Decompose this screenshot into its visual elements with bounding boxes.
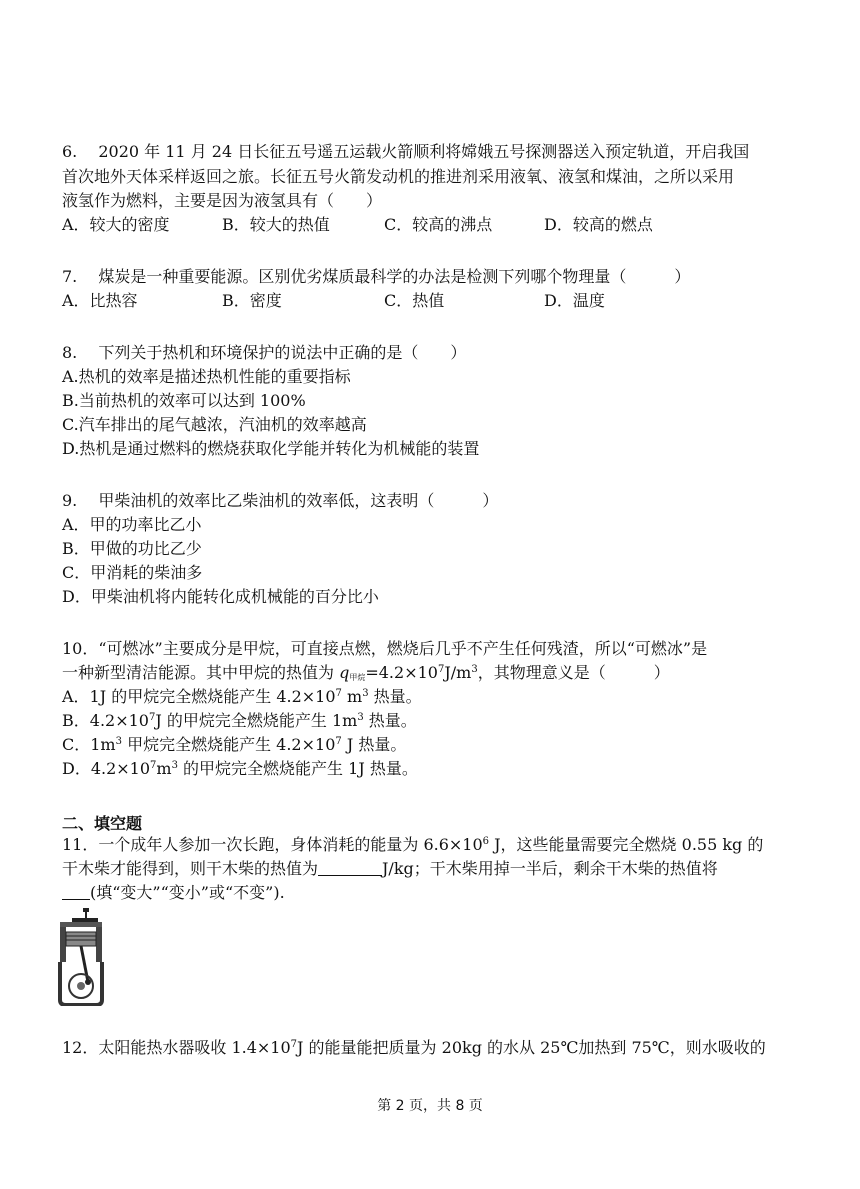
q8-line1: 8. 下列关于热机和环境保护的说法中正确的是（ ） bbox=[62, 343, 467, 362]
q9-option-d: D．甲柴油机将内能转化成机械能的百分比小 bbox=[62, 587, 379, 606]
q12-line1: 12．太阳能热水器吸收 $1.4\times 10^7J$ 的能量能把质量为 20kg 的水从 25℃加热到 75℃，则水吸收的 bbox=[62, 1038, 766, 1057]
q6-line1: 6. 2020 年 11 月 24 日长征五号遥五运载火箭顺利将嫦娥五号探测器送入预定轨道，开启我国 bbox=[62, 142, 750, 161]
q9-line1: 9. 甲柴油机的效率比乙柴油机的效率低，这表明（ ） bbox=[62, 491, 499, 510]
q6-option-a: A．较大的密度 bbox=[62, 215, 170, 234]
q11-line3: (填“变大”“变小”或“不变”). bbox=[62, 882, 285, 904]
q8-option-b: B.当前热机的效率可以达到 100% bbox=[62, 391, 306, 410]
q8-option-a: A.热机的效率是描述热机性能的重要指标 bbox=[62, 367, 351, 386]
q10-line1: 10．“可燃冰”主要成分是甲烷，可直接点燃，燃烧后几乎不产生任何残渣，所以“可燃冰”是 bbox=[62, 639, 708, 658]
q10-option-b: B．$4.2\times 10^7J$ 的甲烷完全燃烧能产生 $1m^3$ 热量。 bbox=[62, 711, 417, 730]
q6-line2: 首次地外天体采样返回之旅。长征五号火箭发动机的推进剂采用液氧、液氢和煤油，之所以采用 bbox=[62, 167, 735, 186]
q7-option-b: B．密度 bbox=[222, 291, 282, 310]
q10-option-c: C．$1m^3$ 甲烷完全燃烧能产生 $4.2\times 10^7$ J 热量。 bbox=[62, 735, 407, 754]
q6-option-c: C．较高的沸点 bbox=[384, 215, 493, 234]
q10-line2: 一种新型清洁能源。其中甲烷的热值为 $q_{甲烷}=4.2\times 10^7J/m^3$，其物理意义是（ ） bbox=[62, 663, 670, 682]
q-symbol: q bbox=[339, 663, 350, 682]
q6-options bbox=[62, 214, 653, 236]
answer-blank[interactable] bbox=[318, 861, 382, 876]
q6-line3: 液氢作为燃料，主要是因为液氢具有（ ） bbox=[62, 191, 383, 210]
q11-line1: 11．一个成年人参加一次长跑，身体消耗的能量为 $6.6\times 10^6$ J，这些能量需要完全燃烧 0.55 kg 的 bbox=[62, 835, 764, 854]
q10-option-d: D．$4.2\times 10^7m^3$ 的甲烷完全燃烧能产生 1J 热量。 bbox=[62, 759, 418, 778]
q7-option-a: A．比热容 bbox=[62, 291, 138, 310]
q10-option-a: A．1J 的甲烷完全燃烧能产生 $4.2\times 10^7$ $m^3$ 热量。 bbox=[62, 687, 422, 706]
engine-cylinder-figure bbox=[58, 908, 104, 1006]
page-footer: 第 2 页，共 8 页 bbox=[377, 1098, 483, 1114]
q9-option-a: A．甲的功率比乙小 bbox=[62, 515, 202, 534]
q6-option-d: D．较高的燃点 bbox=[544, 215, 653, 234]
q7-option-d: D．温度 bbox=[544, 291, 605, 310]
answer-blank[interactable] bbox=[62, 885, 90, 900]
q9-option-c: C．甲消耗的柴油多 bbox=[62, 563, 203, 582]
section-heading: 二、填空题 bbox=[62, 814, 143, 833]
q11-line2: 干木柴才能得到，则干木柴的热值为 J/kg；干木柴用掉一半后，剩余干木柴的热值将 bbox=[62, 859, 718, 878]
q6-option-b: B．较大的热值 bbox=[222, 215, 330, 234]
q8-option-c: C.汽车排出的尾气越浓，汽油机的效率越高 bbox=[62, 415, 367, 434]
q7-line1: 7. 煤炭是一种重要能源。区别优劣煤质最科学的办法是检测下列哪个物理量（ ） bbox=[62, 267, 691, 286]
q7-options bbox=[62, 290, 605, 312]
q9-option-b: B．甲做的功比乙少 bbox=[62, 539, 202, 558]
q7-option-c: C．热值 bbox=[384, 291, 445, 310]
q8-option-d: D.热机是通过燃料的燃烧获取化学能并转化为机械能的装置 bbox=[62, 439, 480, 458]
